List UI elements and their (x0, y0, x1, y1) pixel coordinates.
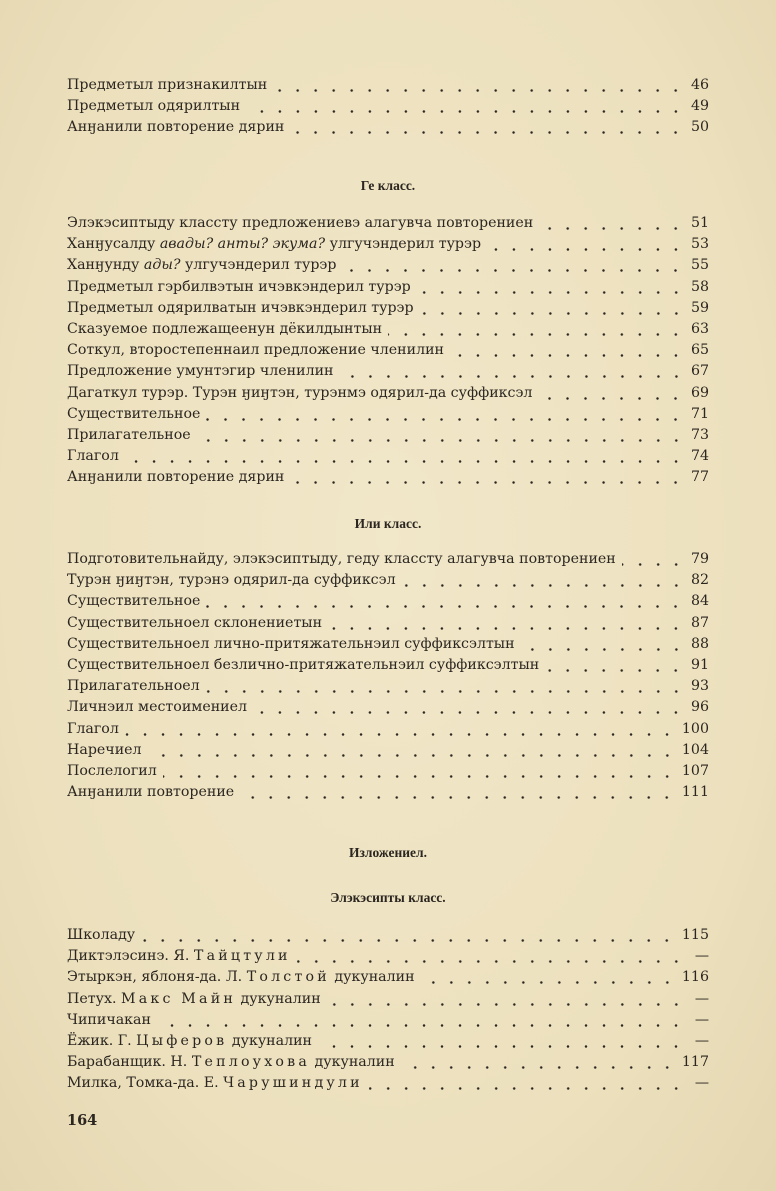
toc-entry (67, 406, 709, 427)
entry-title (67, 551, 616, 567)
section-heading: Или класс. (354, 516, 422, 531)
entry-title (67, 406, 200, 422)
entry-title (67, 119, 284, 135)
toc-entry (67, 1075, 709, 1096)
dot-leader (273, 89, 685, 92)
dot-leader (487, 248, 685, 251)
toc-entry (67, 215, 709, 236)
toc-entry (67, 469, 709, 490)
entry-page-number: 107 (681, 762, 709, 779)
page-number: 164 (67, 1112, 98, 1129)
toc-section (67, 77, 709, 141)
dot-leader (328, 627, 685, 630)
entry-page-number: 79 (690, 551, 709, 567)
entry-title-part: ады? (143, 257, 181, 274)
dot-leader (240, 796, 676, 799)
toc-entry (67, 615, 709, 636)
entry-page-number: 59 (690, 299, 709, 316)
entry-title-part: авады? анты? экума? (159, 236, 326, 253)
toc-entry (67, 363, 709, 384)
entry-title-part: улгучэндерил турэр (180, 257, 337, 274)
entry-title (67, 927, 135, 943)
entry-title (67, 215, 533, 231)
dot-leader (148, 754, 676, 757)
toc-entry (67, 98, 709, 119)
dot-leader (157, 1024, 685, 1027)
dot-leader (290, 481, 685, 484)
entry-page-number: 55 (690, 257, 709, 274)
entry-title (67, 469, 284, 485)
entry-title-part: Петух. (67, 990, 121, 1007)
dot-leader (388, 333, 685, 336)
entry-page-number: 50 (690, 119, 709, 136)
entry-title (67, 763, 157, 779)
toc-entry (67, 969, 709, 990)
dot-leader (327, 1003, 685, 1006)
entry-title-part: Анӈанили повторение дярин (67, 119, 285, 136)
toc-entry (67, 77, 709, 98)
dot-leader (197, 439, 685, 442)
entry-page-number: 93 (690, 678, 709, 695)
dot-leader (539, 227, 685, 230)
entry-title (67, 572, 396, 588)
dot-leader (125, 733, 676, 736)
entry-title-part: Существительное (67, 405, 201, 422)
entry-title (67, 721, 119, 737)
dot-leader (340, 375, 685, 378)
dot-leader (622, 563, 685, 566)
entry-page-number: 46 (690, 77, 709, 93)
entry-title-part: Этыркэн, яблоня-да. Л. (67, 969, 247, 986)
toc-entry (67, 572, 709, 593)
entry-title-part: Глагол (67, 720, 119, 737)
toc-entry (67, 678, 709, 699)
entry-title (67, 991, 321, 1007)
entry-title-part: Предметыл одярилтын (67, 98, 241, 115)
entry-title-part: Глагол (67, 448, 119, 465)
dot-leader (206, 690, 685, 693)
toc-entry (67, 257, 709, 278)
entry-title (67, 236, 481, 252)
entry-title (67, 636, 515, 652)
entry-title-part: Милка, Томка-да. Е. (67, 1075, 224, 1092)
entry-title (67, 657, 539, 673)
entry-title-part: Существительноел лично-притяжательнэил суффиксэлтын (67, 635, 515, 652)
entry-title-part: Личнэил местоимениел (67, 699, 248, 716)
entry-page-number: 117 (681, 1054, 709, 1071)
dot-leader (545, 669, 685, 672)
entry-page-number: 116 (681, 969, 709, 986)
toc-entry (67, 448, 709, 469)
toc-entry (67, 1054, 709, 1075)
toc-entry (67, 948, 709, 969)
entry-title-part: Анӈанили повторение дярин (67, 469, 285, 486)
entry-page-number: 88 (690, 635, 709, 652)
entry-page-number: 53 (690, 236, 709, 253)
toc-section (67, 215, 709, 490)
entry-title-part: Сказуемое подлежащеенун дёкилдынтын (67, 320, 383, 337)
dot-leader (401, 1066, 676, 1069)
toc-entry (67, 991, 709, 1012)
toc-section (67, 551, 709, 805)
entry-title-part: Макс Майн (121, 990, 237, 1007)
entry-title-part: Существительное (67, 593, 201, 610)
entry-title-part: Теплоухова (191, 1054, 311, 1071)
entry-title (67, 98, 240, 114)
toc-entry (67, 636, 709, 657)
entry-title-part: дукуналин (329, 969, 415, 986)
toc-entry (67, 119, 709, 140)
entry-page-number: 100 (681, 720, 709, 737)
entry-page-number: 84 (690, 593, 709, 610)
entry-title-part: Предметыл признакилтын (67, 77, 268, 93)
entry-title-part: дукуналин (236, 990, 321, 1007)
entry-title-part: Прилагательное (67, 426, 191, 443)
toc-entry (67, 657, 709, 678)
toc-entry (67, 763, 709, 784)
entry-page-number: — (694, 1011, 709, 1028)
entry-page-number: — (694, 1032, 709, 1049)
entry-page-number: 111 (681, 784, 709, 801)
dot-leader (253, 711, 685, 714)
entry-title (67, 257, 336, 273)
entry-title (67, 615, 322, 631)
dot-leader (521, 648, 685, 651)
toc-entry (67, 321, 709, 342)
entry-title-part: Ёжик. Г. (67, 1032, 137, 1049)
dot-leader (290, 131, 685, 134)
entry-title (67, 678, 200, 694)
entry-page-number: — (694, 948, 709, 965)
dot-leader (141, 939, 676, 942)
dot-leader (402, 584, 685, 587)
entry-title-part: Предложение умунтэгир членилин (67, 363, 334, 380)
entry-page-number: 65 (690, 342, 709, 359)
dot-leader (297, 960, 685, 963)
entry-title-part: Диктэлэсинэ. Я. (67, 948, 194, 965)
dot-leader (450, 354, 685, 357)
dot-leader (538, 397, 685, 400)
entry-title (67, 1054, 395, 1070)
entry-title-part: дукуналин (310, 1054, 395, 1071)
section-heading: Ге класс. (360, 178, 416, 193)
entry-title-part: Анӈанили повторение (67, 784, 235, 801)
toc-entry (67, 1012, 709, 1033)
entry-title (67, 363, 334, 379)
toc-entry (67, 279, 709, 300)
entry-page-number: 87 (690, 614, 709, 631)
entry-page-number: 69 (690, 384, 709, 401)
entry-title-part: Чарушиндули (223, 1075, 363, 1092)
entry-page-number: — (694, 990, 709, 1007)
toc-entry (67, 551, 709, 572)
entry-title-part: Барабанщик. Н. (67, 1054, 192, 1071)
entry-title-part: Прилагательноел (67, 678, 200, 695)
entry-page-number: 63 (690, 320, 709, 337)
dot-leader (206, 418, 685, 421)
entry-title-part: Ханӈусалду (67, 236, 160, 253)
toc-entry (67, 699, 709, 720)
dot-leader (125, 460, 685, 463)
entry-title-part: Элэкэсиптыду классту предложениевэ алагувча повторениен (67, 215, 534, 231)
entry-title-part: Ханӈунду (67, 257, 144, 274)
dot-leader (420, 312, 685, 315)
entry-title-part: Турэн ӈиӈтэн, турэнэ одярил-да суффиксэл (67, 572, 396, 589)
entry-title-part: Соткул, второстепеннаил предложение членилин (67, 342, 445, 359)
entry-title-part: Школаду (67, 927, 136, 943)
entry-title-part: Предметыл одярилватын ичэвкэндерил турэр (67, 299, 414, 316)
entry-title-part: Наречиел (67, 741, 142, 758)
toc-entry (67, 342, 709, 363)
entry-title-part: Послелогил (67, 762, 157, 779)
entry-title (67, 300, 414, 316)
entry-page-number: 71 (690, 405, 709, 422)
dot-leader (246, 110, 685, 113)
entry-title-part: Существительноел склонениетын (67, 614, 323, 631)
entry-title-part: дукуналин (227, 1032, 313, 1049)
entry-title-part: Чипичакан (67, 1011, 151, 1028)
toc-entry (67, 1033, 709, 1054)
toc-entry (67, 927, 709, 948)
entry-title (67, 593, 200, 609)
toc-entry (67, 300, 709, 321)
entry-title-part: Толстой (246, 969, 330, 986)
entry-page-number: 82 (690, 572, 709, 589)
entry-title (67, 77, 267, 93)
entry-page-number: 96 (690, 699, 709, 716)
dot-leader (417, 291, 685, 294)
entry-title (67, 321, 382, 337)
entry-page-number: 49 (690, 98, 709, 115)
entry-page-number: 67 (690, 363, 709, 380)
entry-page-number: 74 (690, 448, 709, 465)
dot-leader (163, 775, 676, 778)
entry-title (67, 448, 119, 464)
entry-title (67, 1012, 151, 1028)
entry-title (67, 279, 411, 295)
entry-title-part: Подготовительнайду, элэкэсиптыду, геду классту алагувча повторениен (67, 551, 616, 567)
dot-leader (369, 1087, 685, 1090)
entry-title-part: Существительноел безлично-притяжательнэил суффиксэлтын (67, 656, 540, 673)
entry-page-number: 73 (690, 426, 709, 443)
entry-title (67, 699, 247, 715)
dot-leader (318, 1045, 685, 1048)
toc-entry (67, 721, 709, 742)
entry-page-number: 51 (690, 215, 709, 231)
entry-title (67, 742, 142, 758)
entry-title (67, 342, 444, 358)
dot-leader (206, 605, 685, 608)
toc-entry (67, 427, 709, 448)
entry-title (67, 427, 191, 443)
toc-entry (67, 385, 709, 406)
entry-title (67, 385, 532, 401)
entry-page-number: — (694, 1075, 709, 1092)
entry-title-part: Цыферов (136, 1032, 228, 1049)
entry-page-number: 91 (690, 656, 709, 673)
entry-title-part: Дагаткул турэр. Турэн ӈиӈтэн, турэнмэ одярил-да суффиксэл (67, 384, 533, 401)
entry-page-number: 58 (690, 278, 709, 295)
entry-page-number: 77 (690, 469, 709, 486)
entry-title (67, 784, 234, 800)
entry-title (67, 969, 415, 985)
entry-title-part: Тайцтули (193, 948, 291, 965)
toc-entry (67, 236, 709, 257)
section-heading: Элэкэсипты класс. (330, 890, 446, 905)
entry-title-part: Предметыл гэрбилвэтын ичэвкэндерил турэр (67, 278, 411, 295)
dot-leader (421, 981, 676, 984)
dot-leader (342, 269, 685, 272)
entry-title-part: улгучэндерил турэр (325, 236, 482, 253)
entry-page-number: 104 (681, 741, 709, 758)
entry-title (67, 1075, 363, 1091)
toc-entry (67, 784, 709, 805)
toc-section (67, 927, 709, 1097)
toc-entry (67, 742, 709, 763)
section-heading: Изложениел. (348, 845, 427, 860)
entry-title (67, 948, 291, 964)
toc-entry (67, 593, 709, 614)
entry-page-number: 115 (681, 927, 709, 943)
entry-title (67, 1033, 312, 1049)
